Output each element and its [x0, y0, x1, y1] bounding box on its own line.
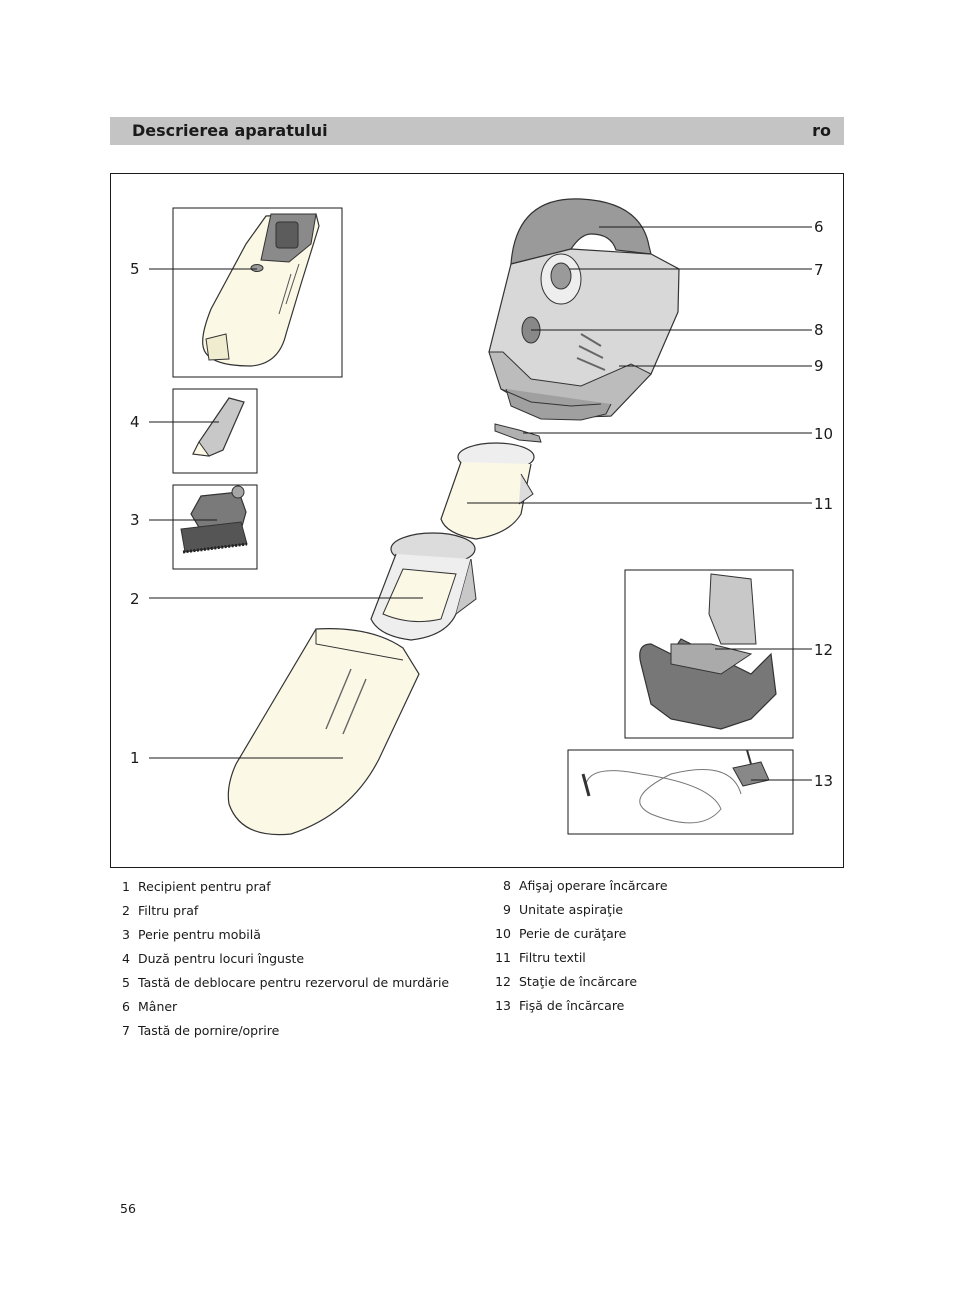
device-diagram [110, 173, 844, 868]
callout-1: 1 [130, 749, 140, 767]
callout-5: 5 [130, 260, 140, 278]
legend-item: 7 Tastă de pornire/oprire [122, 1023, 280, 1038]
legend-item: 3 Perie pentru mobilă [122, 927, 261, 942]
legend-item: 12 Staţie de încărcare [495, 974, 638, 989]
legend-item: 9 Unitate aspiraţie [503, 902, 624, 917]
crevice-nozzle-drawing [193, 398, 244, 456]
callout-11: 11 [814, 495, 834, 513]
callout-8: 8 [814, 321, 824, 339]
legend-item: 13 Fişă de încărcare [495, 998, 625, 1013]
section-header-bar [110, 117, 844, 145]
language-code: ro [812, 121, 831, 140]
handheld-vacuum-drawing [203, 214, 319, 366]
callout-9: 9 [814, 357, 824, 375]
textile-filter-drawing [441, 443, 534, 539]
legend-item: 4 Duză pentru locuri înguste [122, 951, 305, 966]
dust-container-drawing [228, 629, 419, 835]
legend-item: 8 Afişaj operare încărcare [503, 878, 668, 893]
suction-unit-drawing [489, 199, 679, 420]
page-number: 56 [120, 1201, 136, 1216]
legend-item: 5 Tastă de deblocare pentru rezervorul de murdărie [122, 975, 450, 990]
device-illustration [111, 174, 843, 867]
callout-6: 6 [814, 218, 824, 236]
callout-3: 3 [130, 511, 140, 529]
callout-2: 2 [130, 590, 140, 608]
section-title: Descrierea aparatului [132, 121, 328, 140]
legend-item: 11 Filtru textil [495, 950, 586, 965]
callout-13: 13 [814, 772, 834, 790]
legend-item: 2 Filtru praf [122, 903, 199, 918]
charging-station-drawing [640, 574, 776, 729]
legend-item: 1 Recipient pentru praf [122, 879, 271, 894]
callout-4: 4 [130, 413, 140, 431]
callout-10: 10 [814, 425, 834, 443]
callout-12: 12 [814, 641, 834, 659]
charger-cable-drawing [583, 750, 769, 823]
upholstery-brush-drawing [181, 486, 247, 552]
dust-filter-drawing [371, 533, 476, 640]
callout-7: 7 [814, 261, 824, 279]
legend-item: 6 Mâner [122, 999, 178, 1014]
legend-item: 10 Perie de curăţare [495, 926, 627, 941]
